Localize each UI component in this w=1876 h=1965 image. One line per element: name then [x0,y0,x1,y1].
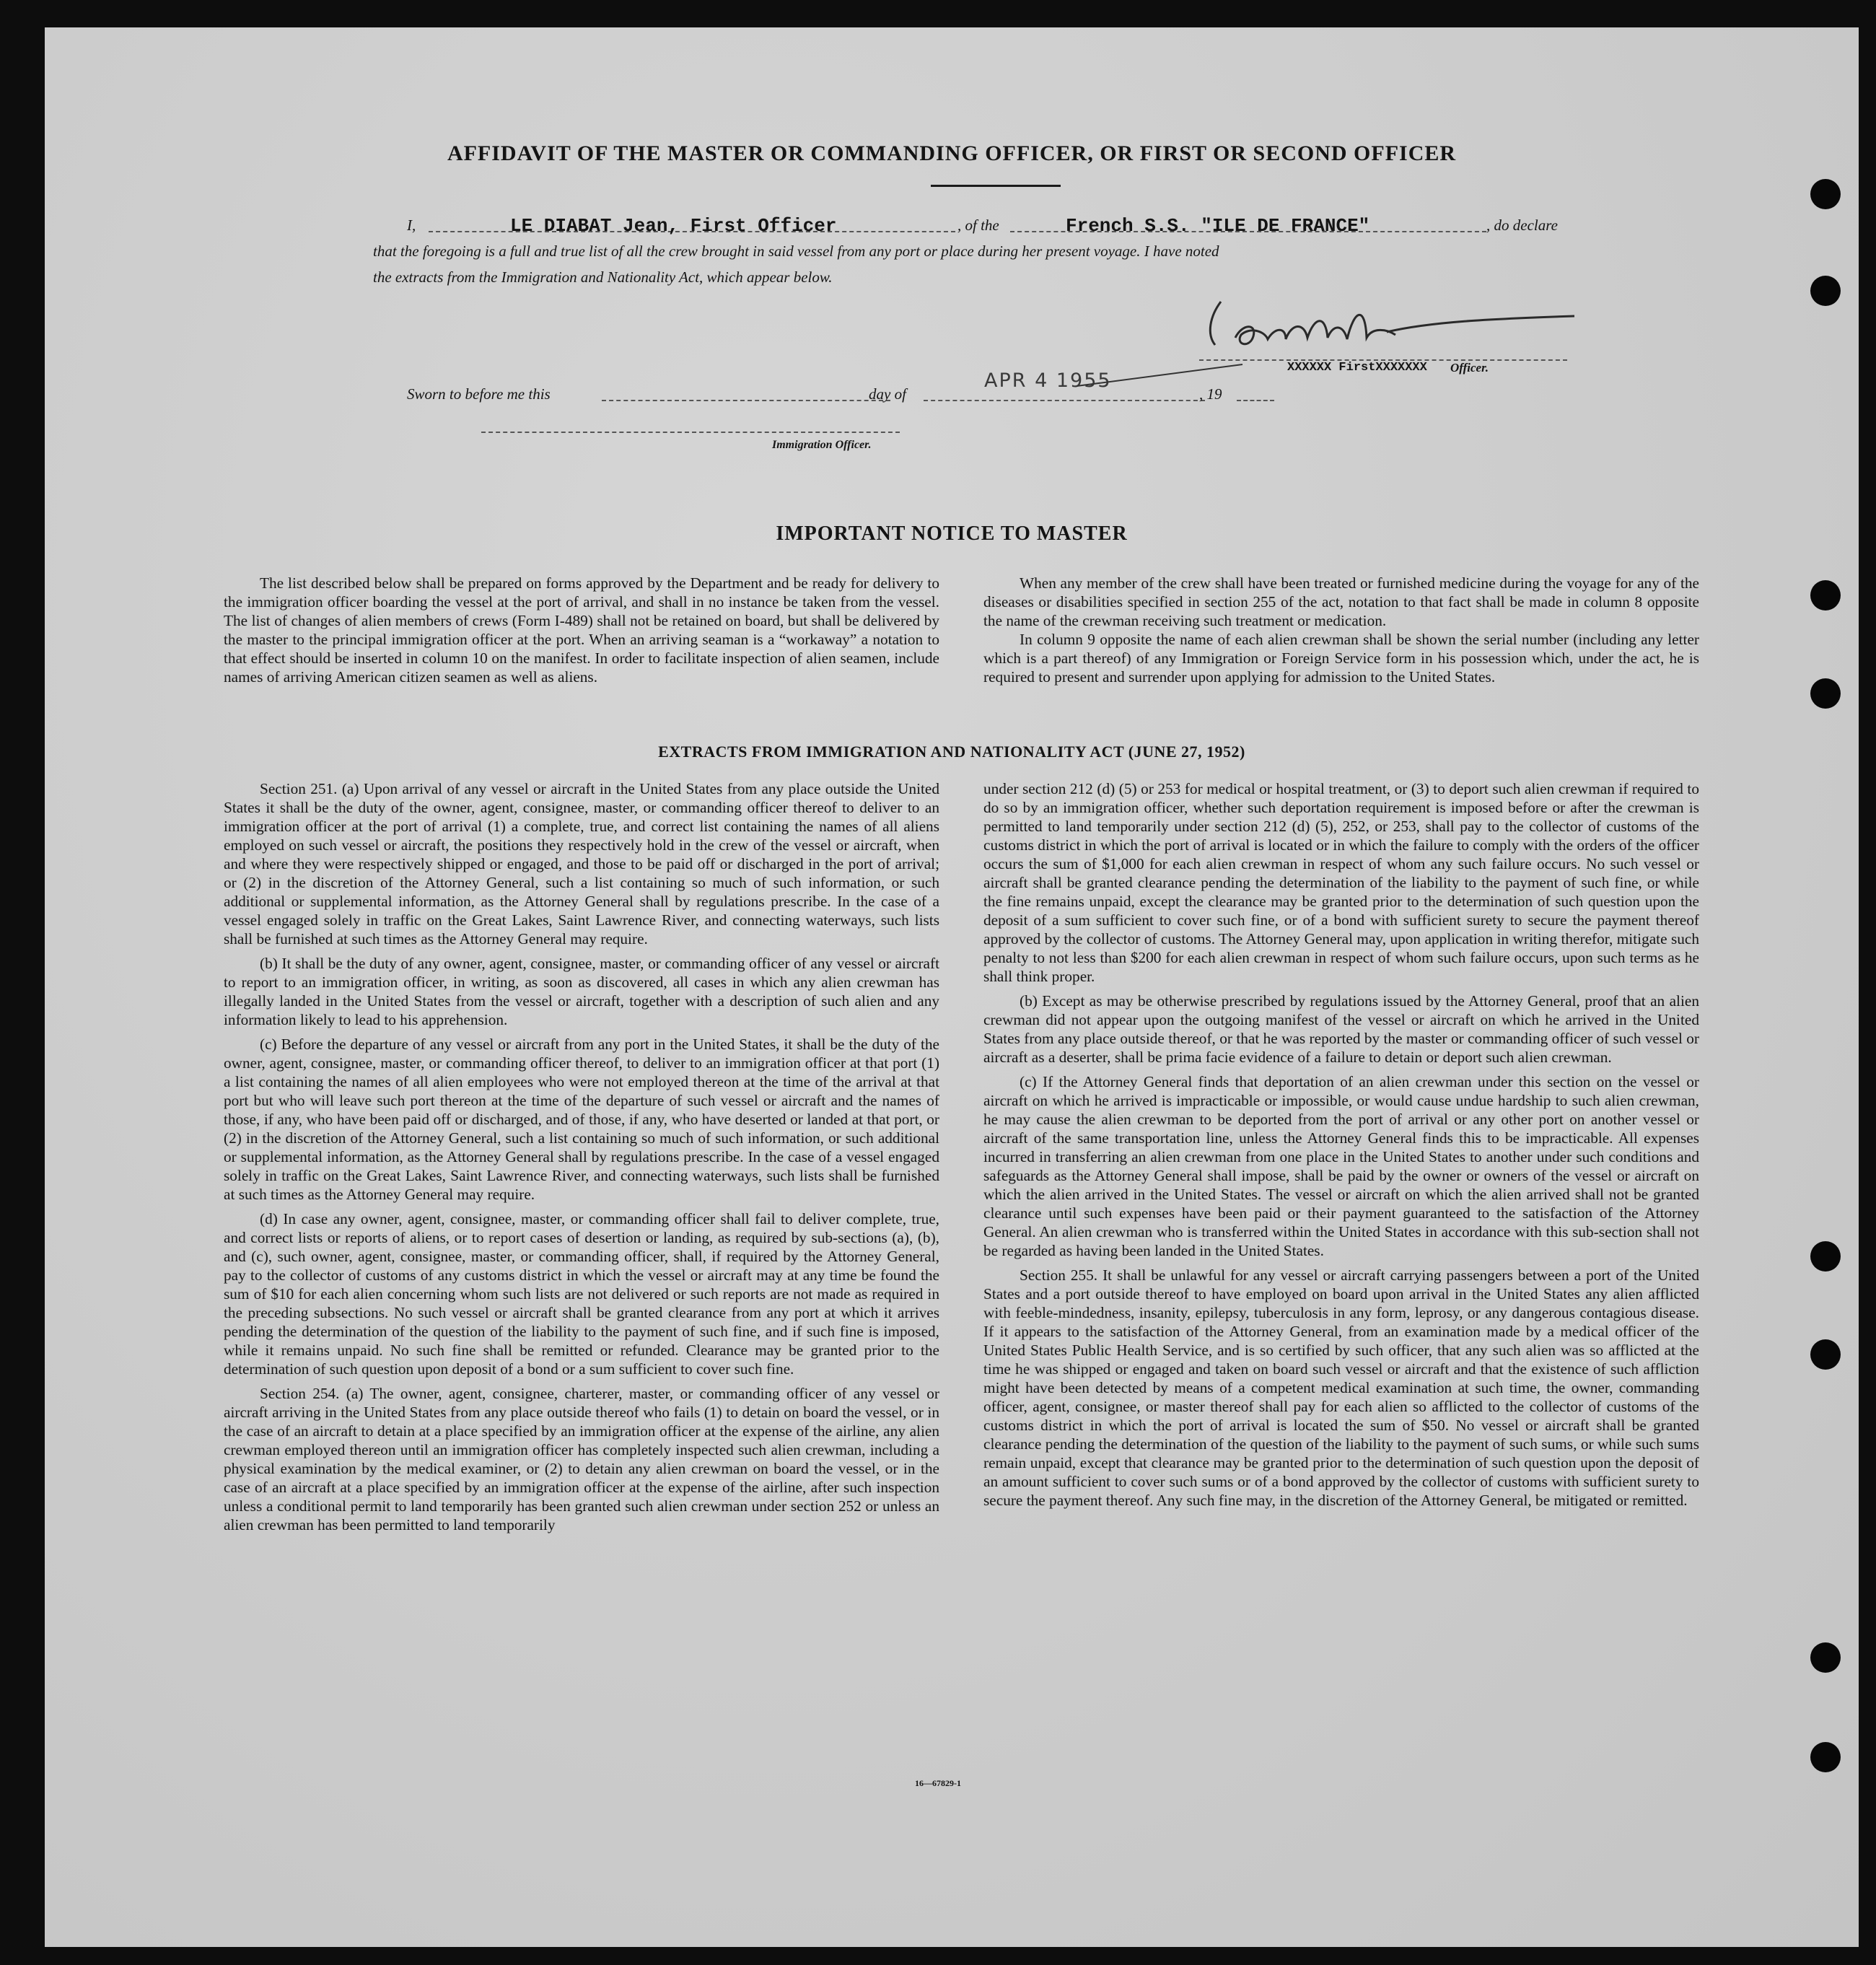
punch-hole [1810,1241,1841,1272]
handwritten-signature [1170,287,1589,359]
sworn-year-prefix: , 19 [1199,385,1222,403]
section-251-b: (b) It shall be the duty of any owner, agent, consignee, master, or commanding officer of any vessel or aircraft to report to an immigration officer, in writing, as soon as discovered, all cases in which any alien crewman has illegally landed in the United States from the vessel or aircraft, together with a description of such alien and any information likely to lead to his apprehension. [224,955,939,1028]
declaration-line-3: the extracts from the Immigration and Nationality Act, which appear below. [373,268,833,286]
section-254-c: (c) If the Attorney General finds that deportation of an alien crewman under this section on the vessel or aircraft on which he arrived is impracticable or impossible, or would cause undue hardship to such alien crewman, he may cause the alien crewman to be deported from the port of arrival or any other port on another vessel or aircraft of the same transportation line, unless the Attorney General finds this to be impracticable. All expenses incurred in transferring an alien crewman from one place in the United States to another under such conditions and safeguards as the Attorney General shall impose, shall be paid by the owner or owners of the vessel or aircraft on which the alien arrived in the United States. The vessel or aircraft on which the alien arrived shall not be granted clearance until such expenses have been paid or their payment guaranteed to the satisfaction of the Attorney General. An alien crewman who is transferred within the United States in accordance with this sub-section shall not be regarded as having been landed in the United States. [983,1073,1699,1259]
immigration-officer-line [481,432,900,433]
notice-left-paragraph: The list described below shall be prepared on forms approved by the Department and be ready for delivery to the immigration officer boarding the vessel at the port of arrival, and shall in no instance be taken from the vessel. The list of changes of alien members of crews (Form I-489) shall not be retained on board, but shall be delivered by the master to the principal immigration officer at the port. When an arriving seaman is a “workaway” a notation to that effect should be inserted in column 10 on the manifest. In order to facilitate inspection of alien seamen, include names of arriving American citizen seamen as well as aliens. [224,574,939,686]
signature-officer-label: Officer. [1450,361,1489,375]
sworn-year-line [1237,400,1274,401]
notice-right-paragraph-1: When any member of the crew shall have been treated or furnished medicine during the voyage for any of the diseases or disabilities specified in section 255 of the act, notation to that fact shall be made in column 8 opposite the name of the crewman receiving such treatment or medication. [983,574,1699,629]
notice-right-paragraph-2: In column 9 opposite the name of each alien crewman shall be shown the serial number (including any letter which is a part thereof) of any Immigration or Foreign Service form in his possession which, under the act, he is required to present and surrender upon applying for admission to the United States. [983,631,1699,686]
section-254-a-continued: under section 212 (d) (5) or 253 for medical or hospital treatment, or (3) to deport such alien crewman if required to do so by an immigration officer, whether such deportation requirement is imposed before or after the crewman is permitted to land temporarily under section 212 (d) (5), 252, or 253, shall pay to the collector of customs of the customs district in which the port of arrival is located or in which the failure to comply with the orders of the officer occurs the sum of $1,000 for each alien crewman in respect of whom any such failure occurs. No such vessel or aircraft shall be granted clearance pending the determination of the liability to the payment of such fine, or while the fine remains unpaid, except the clearance may be granted prior to the determination of such question upon the deposit of a sum sufficient to cover such fine, or of a bond with sufficient surety to secure the payment thereof approved by the collector of customs. The Attorney General may, upon application in writing therefor, mitigate such penalty to not less than $200 for each alien crewman in respect of whom such failure occurs, upon such terms as he shall think proper. [983,780,1699,985]
declaration-line-2: that the foregoing is a full and true list of all the crew brought in said vessel from any port or place during her present voyage. I have noted [373,242,1219,260]
punch-hole [1810,580,1841,610]
punch-hole [1810,1642,1841,1673]
signature-title-typed: XXXXXX FirstXXXXXXX [1287,361,1427,375]
notice-left-column [224,574,939,686]
punch-hole [1810,276,1841,306]
sworn-month-line [924,400,1205,401]
immigration-officer-label: Immigration Officer. [772,439,872,451]
punch-hole [1810,179,1841,209]
sworn-day-of: day of [869,385,906,403]
section-255: Section 255. It shall be unlawful for any vessel or aircraft carrying passengers between a port of the United States and a port outside thereof to have employed on board upon arrival in the United States any alien afflicted with feeble-mindedness, insanity, epilepsy, tuberculosis in any form, leprosy, or any dangerous contagious disease. If it appears to the satisfaction of the Attorney General, from an examination made by a medical officer of the United States Public Health Service, and is so certified by such officer, that any such alien was so afflicted at the time he was shipped or engaged and taken on board such vessel or aircraft and that the existence of such affliction might have been detected by means of a competent medical examination at such time, the owner, commanding officer, agent, consignee, or master thereof shall pay for each alien so afflicted to the collector of customs of the customs district in which the port of arrival is located the sum of $50. No vessel or aircraft shall be granted clearance pending the determination of the question of the liability to the payment of such sums, or while such sums remain unpaid, except that clearance may be granted prior to the determination of such question upon the deposit of an amount sufficient to cover such sums or of a bond approved by the collector of customs with sufficient surety to secure the payment thereof. Any such fine may, in the discretion of the Attorney General, be mitigated or remitted. [983,1266,1699,1509]
punch-hole [1810,1742,1841,1772]
section-251-d: (d) In case any owner, agent, consignee, master, or commanding officer shall fail to deliver complete, true, and correct lists or reports of aliens, or to report cases of desertion or landing, as required by sub-sections (a), (b), and (c), such owner, agent, consignee, master, or commanding officer, shall, if required by the Attorney General, pay to the collector of customs of any customs district in which the vessel or aircraft may at any time be found the sum of $10 for each alien concerning whom such lists are not delivered or such reports are not made as required in the preceding subsections. No such vessel or aircraft shall be granted clearance from any port at which it arrives pending the determination of the question of the liability to the payment of such fine, and if such fine is imposed, while it remains unpaid. No such fine shall be remitted or refunded. Clearance may be granted prior to the determination of such question upon deposit of a bond or a sum sufficient to cover such fine. [224,1210,939,1378]
declaration-of-the: , of the [957,216,999,234]
sworn-prefix: Sworn to before me this [407,385,551,403]
form-number: 16—67829-1 [915,1778,961,1788]
notice-right-column [983,574,1699,686]
declarant-name: LE DIABAT Jean, First Officer [510,215,837,237]
extracts-left-column [224,779,939,1540]
section-254-b: (b) Except as may be otherwise prescribed by regulations issued by the Attorney General, proof that an alien crewman did not appear upon the outgoing manifest of the vessel or aircraft on which he arrived in the United States from any place outside thereof, or that he was reported by the master or commanding officer of such vessel or aircraft as a deserter, shall be prima facie evidence of a failure to detain or deport such alien crewman. [983,992,1699,1066]
document-page [45,27,1859,1947]
notice-title: IMPORTANT NOTICE TO MASTER [776,522,1128,545]
punch-hole [1810,678,1841,709]
stamp-strikethrough [1069,361,1250,390]
date-stamp: APR 4 1955 [984,369,1112,392]
punch-hole [1810,1339,1841,1370]
extracts-right-column [983,779,1699,1515]
section-251-c: (c) Before the departure of any vessel or aircraft from any port in the United States, it shall be the duty of the owner, agent, consignee, master, or commanding officer thereof, to deliver to an immigration officer at that port (1) a list containing the names of all alien employees who were not employed thereon at the time of the arrival at that port but who will leave such port thereon at the time of the departure of such vessel or aircraft and the names of those, if any, who have been paid off or discharged, and of those, if any, who have deserted or landed at that port, or (2) in the discretion of the Attorney General, such a list containing so much of such information, or such additional or supplemental information, as the Attorney General shall by regulations prescribe. In the case of a vessel engaged solely in traffic on the Great Lakes, Saint Lawrence River, and connecting waterways, such lists shall be furnished at such times as the Attorney General may require. [224,1036,939,1203]
affidavit-title: AFFIDAVIT OF THE MASTER OR COMMANDING OFFICER, OR FIRST OR SECOND OFFICER [447,141,1457,165]
sworn-day-line [602,400,890,401]
vessel-name: French S.S. "ILE DE FRANCE" [1066,215,1370,237]
section-251-a: Section 251. (a) Upon arrival of any vessel or aircraft in the United States from any place outside the United States it shall be the duty of the owner, agent, consignee, master, or commanding officer thereof to deliver to an immigration officer at the port of arrival (1) a complete, true, and correct list containing the names of all aliens employed on such vessel or aircraft, the positions they respectively hold in the crew of the vessel or aircraft, when and where they were respectively shipped or engaged, and those to be paid off or discharged in the port of arrival; or (2) in the discretion of the Attorney General, such a list containing so much of such information, or such additional or supplemental information, as the Attorney General shall by regulations prescribe. In the case of a vessel engaged solely in traffic on the Great Lakes, Saint Lawrence River, and connecting waterways, such lists shall be furnished at such times as the Attorney General may require. [224,780,939,948]
title-underline [931,185,1061,187]
declaration-do-declare: , do declare [1486,216,1558,234]
section-254-a: Section 254. (a) The owner, agent, consignee, charterer, master, or commanding officer of any vessel or aircraft arriving in the United States from any place outside thereof who fails (1) to detain on board the vessel, or in the case of an aircraft to detain at a place specified by an immigration officer at the expense of the airline, any alien crewman employed thereon until an immigration officer has completely inspected such alien crewman, including a physical examination by the medical examiner, or (2) to detain any alien crewman on board the vessel, or in the case of an aircraft at a place specified by an immigration officer at the expense of the airline, after such inspection unless a conditional permit to land temporarily has been granted such alien crewman under section 252 or unless an alien crewman has been permitted to land temporarily [224,1385,939,1533]
declaration-i: I, [407,216,416,234]
extracts-title: EXTRACTS FROM IMMIGRATION AND NATIONALITY ACT (JUNE 27, 1952) [658,743,1245,761]
